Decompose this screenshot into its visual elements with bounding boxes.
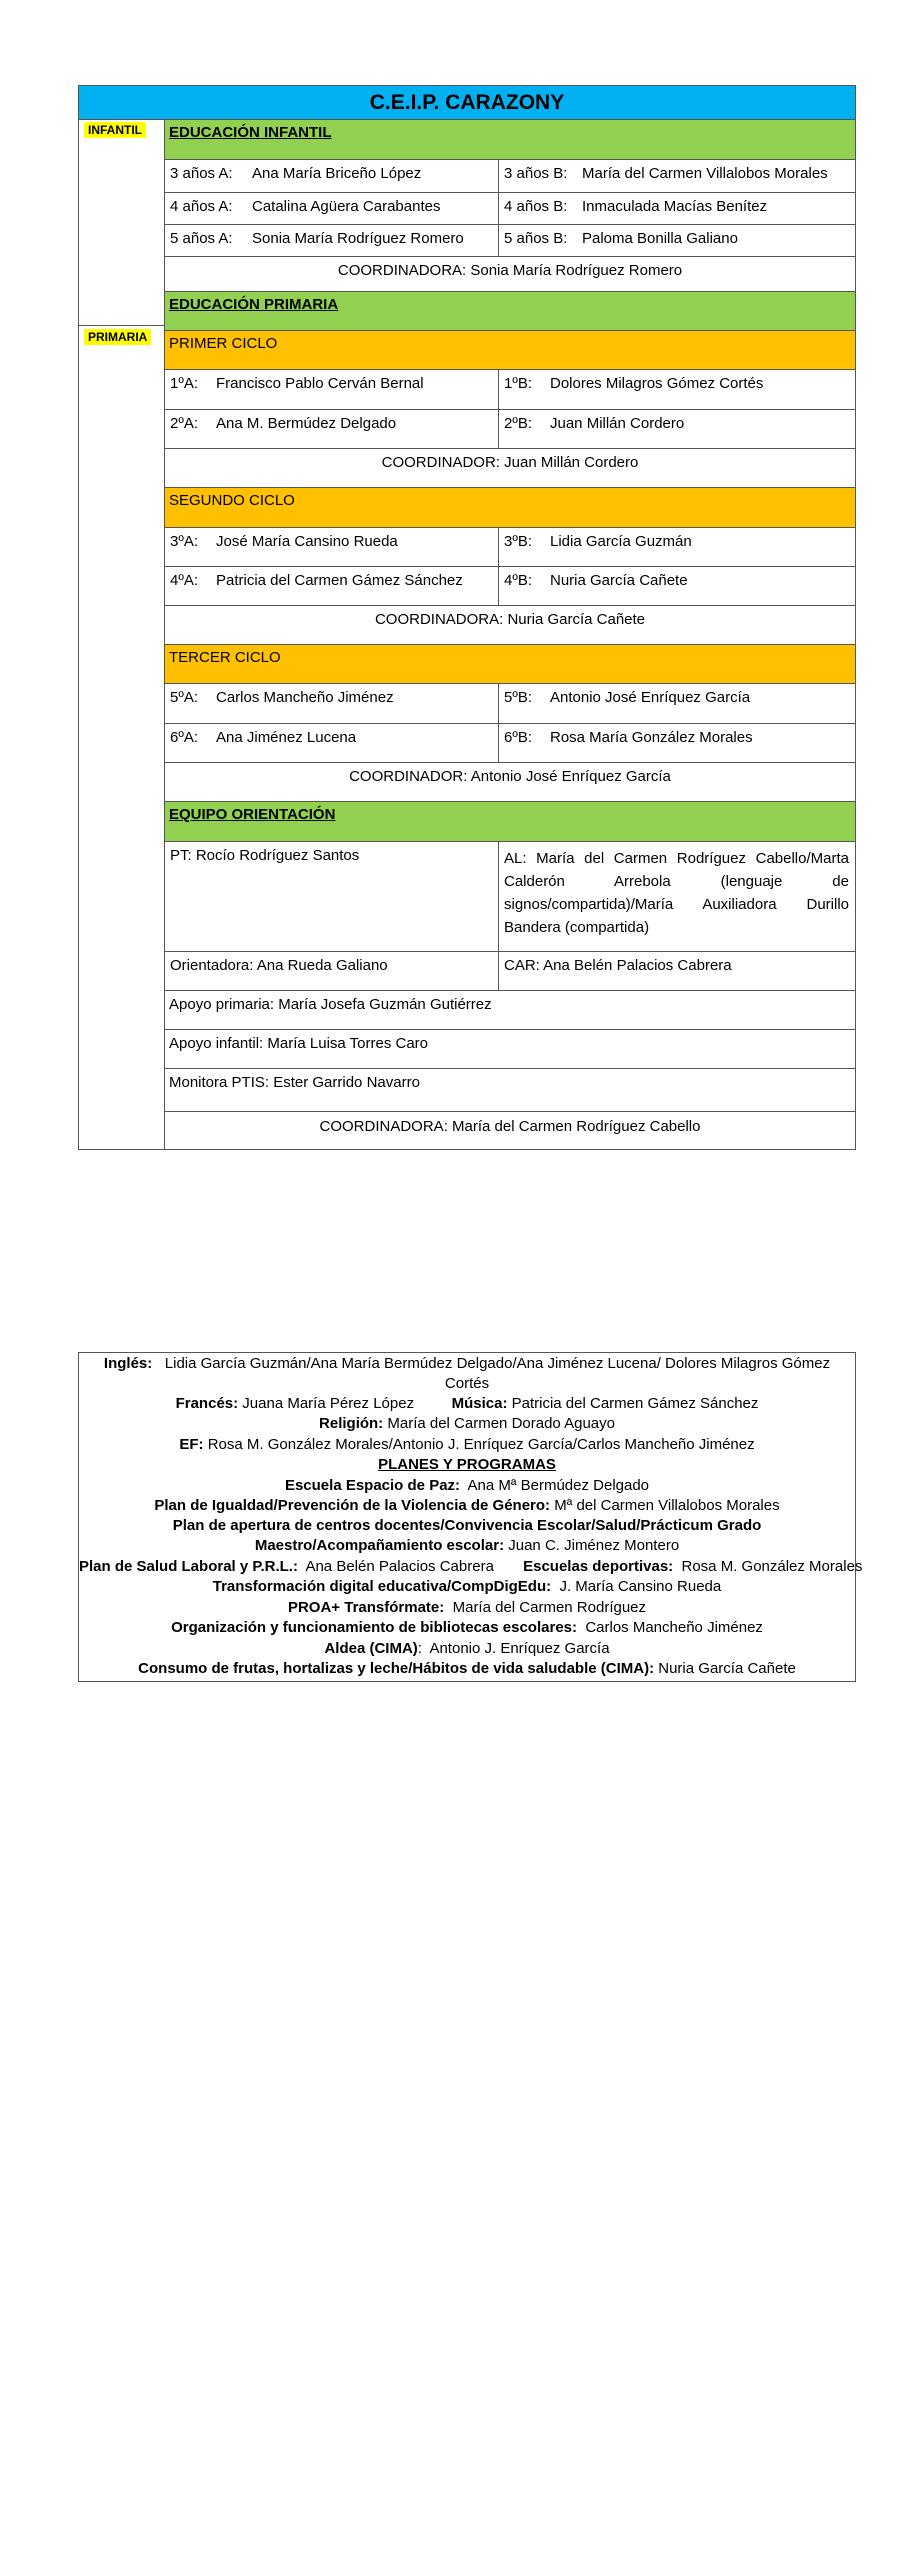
ciclo-name: PRIMER CICLO (169, 335, 278, 352)
primaria-header-row (165, 291, 855, 331)
orientacion-header-row (165, 802, 855, 842)
school-title: C.E.I.P. CARAZONY (79, 86, 855, 120)
ciclo-header-row (165, 331, 855, 370)
plan-line: Consumo de frutas, hortalizas y leche/Hábitos de vida saludable (CIMA): Nuria García Cañete (138, 1660, 796, 1677)
table-row (165, 1069, 855, 1112)
ciclo-name: TERCER CICLO (169, 649, 281, 666)
plan-line: PROA+ Transfórmate: María del Carmen Rodríguez (287, 1599, 647, 1616)
table-row: 4ºA: Patricia del Carmen Gámez Sánchez 4ºB: Nuria García Cañete (165, 567, 855, 606)
orientadora: Orientadora: Ana Rueda Galiano (170, 957, 388, 974)
pt-teacher: PT: Rocío Rodríguez Santos (170, 847, 360, 864)
table-row (165, 952, 855, 991)
table-row (165, 1030, 855, 1069)
plan-line: Transformación digital educativa/CompDigEdu: J. María Cansino Rueda (212, 1578, 722, 1595)
ciclo-name: SEGUNDO CICLO (169, 492, 295, 509)
ciclo-header-row (165, 645, 855, 684)
stage-column (79, 120, 165, 1149)
ciclo-coordinator: COORDINADORA: Nuria García Cañete (374, 611, 646, 628)
infantil-coordinator-row (165, 257, 855, 291)
ciclo-coordinator-row (165, 449, 855, 488)
frances-musica-line: Francés: Juana María Pérez López Música: Patricia del Carmen Gámez Sánchez (175, 1395, 759, 1412)
table-row (165, 842, 855, 952)
table-row: 5ºA: Carlos Mancheño Jiménez 5ºB: Antonio José Enríquez García (165, 684, 855, 724)
stage-separator (79, 325, 165, 326)
infantil-header-row (165, 120, 855, 160)
plan-line: Aldea (CIMA): Antonio J. Enríquez García (324, 1640, 610, 1657)
infantil-tag: INFANTIL (84, 122, 146, 138)
apoyo-infantil: Apoyo infantil: María Luisa Torres Caro (169, 1035, 429, 1052)
plan-line: Plan de Igualdad/Prevención de la Violencia de Género: Mª del Carmen Villalobos Morales (154, 1497, 780, 1514)
ciclo-coordinator: COORDINADOR: Antonio José Enríquez García (349, 768, 671, 785)
table-row: 2ºA: Ana M. Bermúdez Delgado 2ºB: Juan Millán Cordero (165, 410, 855, 449)
primaria-tag: PRIMARIA (84, 329, 151, 345)
ingles-line: Inglés: Lidia García Guzmán/Ana María Bermúdez Delgado/Ana Jiménez Lucena/ Dolores Milagros Gómez (103, 1355, 831, 1372)
orientacion-header: EQUIPO ORIENTACIÓN (169, 806, 336, 823)
table-row: 3ºA: José María Cansino Rueda 3ºB: Lidia García Guzmán (165, 528, 855, 567)
table-row: 6ºA: Ana Jiménez Lucena 6ºB: Rosa María González Morales (165, 724, 855, 763)
table-row (165, 991, 855, 1030)
ef-line: EF: Rosa M. González Morales/Antonio J. Enríquez García/Carlos Mancheño Jiménez (179, 1436, 755, 1453)
infantil-coordinator: COORDINADORA: Sonia María Rodríguez Romero (337, 262, 683, 279)
plan-line: Organización y funcionamiento de bibliotecas escolares: Carlos Mancheño Jiménez (171, 1619, 763, 1636)
apoyo-primaria: Apoyo primaria: María Josefa Guzmán Gutiérrez (169, 996, 492, 1013)
plan-line: Plan de apertura de centros docentes/Convivencia Escolar/Salud/Prácticum Grado (172, 1517, 762, 1534)
staff-table (78, 85, 856, 1150)
infantil-header: EDUCACIÓN INFANTIL (169, 124, 332, 141)
orientacion-coordinator: COORDINADORA: María del Carmen Rodríguez Cabello (319, 1118, 701, 1135)
table-row: 1ºA: Francisco Pablo Cerván Bernal 1ºB: Dolores Milagros Gómez Cortés (165, 370, 855, 410)
religion-line: Religión: María del Carmen Dorado Aguayo (319, 1415, 615, 1432)
table-row: 3 años A: Ana María Briceño López 3 años B: María del Carmen Villalobos Morales (165, 160, 855, 193)
al-teacher: AL: María del Carmen Rodríguez Cabello/Marta Calderón Arrebola (lenguaje de signos/compartida)/María Auxiliadora Durillo Bandera (compartida) (504, 850, 849, 936)
ciclo-coordinator: COORDINADOR: Juan Millán Cordero (381, 454, 639, 471)
ciclo-coordinator-row (165, 763, 855, 802)
plan-line: Maestro/Acompañamiento escolar: Juan C. Jiménez Montero (254, 1537, 680, 1554)
car-teacher: CAR: Ana Belén Palacios Cabrera (504, 957, 732, 974)
orientacion-coordinator-row (165, 1112, 855, 1149)
planes-heading: PLANES Y PROGRAMAS (378, 1456, 556, 1473)
monitora-ptis: Monitora PTIS: Ester Garrido Navarro (169, 1074, 420, 1091)
primaria-header: EDUCACIÓN PRIMARIA (169, 296, 339, 313)
plan-line: Escuela Espacio de Paz: Ana Mª Bermúdez Delgado (284, 1477, 650, 1494)
table-row: 5 años A: Sonia María Rodríguez Romero 5 años B: Paloma Bonilla Galiano (165, 225, 855, 257)
ingles-line-cont: Cortés (444, 1375, 490, 1392)
table-row: 4 años A: Catalina Agüera Carabantes 4 años B: Inmaculada Macías Benítez (165, 193, 855, 225)
ciclo-coordinator-row (165, 606, 855, 645)
specialists-table (78, 1352, 863, 1682)
ciclo-header-row (165, 488, 855, 528)
plan-line: Plan de Salud Laboral y P.R.L.: Ana Belén Palacios Cabrera Escuelas deportivas: Rosa M. González Morales (79, 1558, 863, 1575)
